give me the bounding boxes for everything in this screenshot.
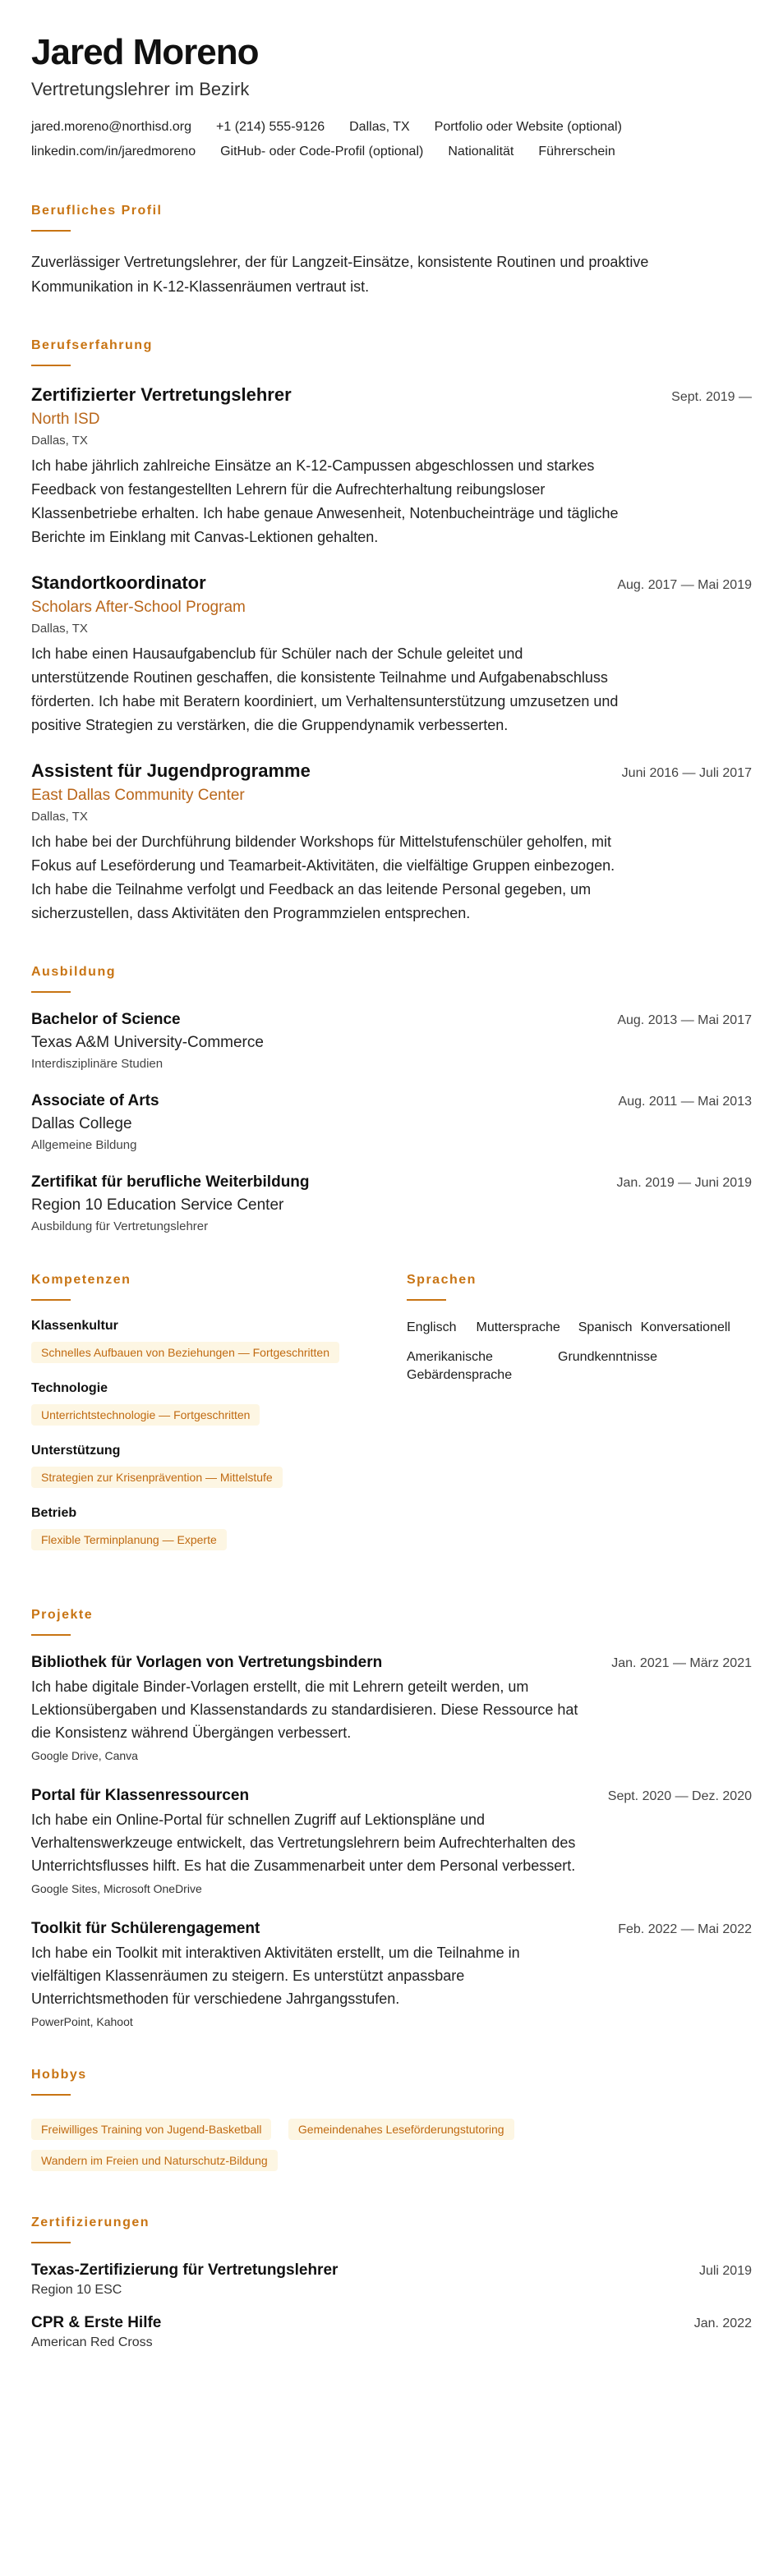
skill-group xyxy=(31,1506,407,1550)
job-title: Assistent für Jugendprogramme xyxy=(31,760,311,782)
project-title: Bibliothek für Vorlagen von Vertretungsbindern xyxy=(31,1654,383,1672)
contact-license: Führerschein xyxy=(538,145,615,159)
education-field: Allgemeine Bildung xyxy=(31,1138,137,1153)
education-institution: Texas A&M University-Commerce xyxy=(31,1034,264,1052)
section-divider xyxy=(31,991,71,993)
skill-category: Technologie xyxy=(31,1381,108,1396)
languages-section xyxy=(407,1273,752,1568)
section-title: Sprachen xyxy=(407,1273,477,1288)
section-title: Hobbys xyxy=(31,2068,87,2082)
experience-section xyxy=(31,338,752,925)
skill-tag: Schnelles Aufbauen von Beziehungen — Fortgeschritten xyxy=(31,1342,339,1363)
skill-tag: Strategien zur Krisenprävention — Mittelstufe xyxy=(31,1467,283,1488)
project-date: Jan. 2021 — März 2021 xyxy=(611,1656,752,1671)
profile-section xyxy=(31,204,752,299)
education-item xyxy=(31,1011,752,1071)
language-list xyxy=(407,1319,752,1384)
section-title: Zertifizierungen xyxy=(31,2216,150,2230)
skills-section xyxy=(31,1273,407,1568)
project-tools: Google Sites, Microsoft OneDrive xyxy=(31,1882,202,1896)
resume-header xyxy=(31,33,752,164)
section-divider xyxy=(407,1299,446,1301)
experience-item xyxy=(31,760,752,925)
language-level: Muttersprache xyxy=(476,1320,560,1335)
project-description: Ich habe ein Online-Portal für schnellen Zugriff auf Lektionspläne und Verhaltenswerkzeuge entwickelt, das Vertretungslehrern beim Aufrechterhalten des Unterrichtsflusses hilft. Es hat die Zusammenarbeit unter dem Personal verbessert. xyxy=(31,1811,576,1875)
certification-date: Juli 2019 xyxy=(698,2264,752,2279)
projects-section xyxy=(31,1608,752,2028)
contact-phone[interactable]: +1 (214) 555-9126 xyxy=(216,120,325,135)
job-date: Aug. 2017 — Mai 2019 xyxy=(617,578,752,593)
language-name: Amerikanische Gebärdensprache xyxy=(407,1350,513,1383)
education-date: Aug. 2013 — Mai 2017 xyxy=(617,1013,752,1028)
job-location: Dallas, TX xyxy=(31,434,88,448)
certification-issuer: Region 10 ESC xyxy=(31,2283,122,2298)
job-title: Zertifizierter Vertretungslehrer xyxy=(31,384,292,406)
job-organization: East Dallas Community Center xyxy=(31,787,245,805)
section-title: Ausbildung xyxy=(31,965,116,980)
job-organization: North ISD xyxy=(31,411,100,429)
education-degree: Zertifikat für berufliche Weiterbildung xyxy=(31,1173,310,1192)
education-item xyxy=(31,1092,752,1152)
education-institution: Region 10 Education Service Center xyxy=(31,1196,284,1215)
contact-email[interactable]: jared.moreno@northisd.org xyxy=(31,120,192,135)
skill-group xyxy=(31,1444,407,1488)
job-description: Ich habe jährlich zahlreiche Einsätze an K-12-Campussen abgeschlossen und starkes Feedback von festangestellten Lehrern für die Aufrechterhaltung reibungsloser Klassenbetriebe erhalten. Ich habe genaue Anwesenheit, Notenbucheinträge und tägliche Berichte im Einklang mit Canvas-Lektionen gehalten. xyxy=(31,457,619,546)
project-title: Portal für Klassenressourcen xyxy=(31,1787,250,1805)
section-divider xyxy=(31,365,71,366)
skill-category: Betrieb xyxy=(31,1506,77,1521)
project-date: Feb. 2022 — Mai 2022 xyxy=(618,1922,752,1937)
section-divider xyxy=(31,2094,71,2096)
language-level: Konversationell xyxy=(640,1320,730,1335)
experience-item xyxy=(31,572,752,737)
education-section xyxy=(31,965,752,1233)
language-name: Englisch xyxy=(407,1320,457,1335)
skill-category: Klassenkultur xyxy=(31,1319,118,1334)
job-description: Ich habe bei der Durchführung bildender Workshops für Mittelstufenschüler geholfen, mit Fokus auf Leseförderung und Teamarbeit-Aktivitäten, die vielfältige Gruppen einbezogen. Ich habe die Teilnahme verfolgt und Feedback an das leitende Personal gegeben, um sicherzustellen, dass Aktivitäten den Programmzielen entsprechen. xyxy=(31,833,615,922)
certification-title: Texas-Zertifizierung für Vertretungslehrer xyxy=(31,2261,339,2280)
section-divider xyxy=(31,230,71,232)
section-divider xyxy=(31,2242,71,2243)
skill-category: Unterstützung xyxy=(31,1444,121,1458)
certifications-section xyxy=(31,2216,752,2350)
education-degree: Associate of Arts xyxy=(31,1092,159,1110)
certification-title: CPR & Erste Hilfe xyxy=(31,2314,162,2332)
section-title: Kompetenzen xyxy=(31,1273,131,1288)
contact-nationality: Nationalität xyxy=(448,145,514,159)
project-item xyxy=(31,1920,752,2028)
section-divider xyxy=(31,1634,71,1636)
contact-portfolio[interactable]: Portfolio oder Website (optional) xyxy=(434,120,622,135)
contact-linkedin[interactable]: linkedin.com/in/jaredmoreno xyxy=(31,145,196,159)
project-item xyxy=(31,1654,752,1762)
project-tools: Google Drive, Canva xyxy=(31,1749,138,1763)
certification-date: Jan. 2022 xyxy=(693,2317,752,2331)
project-description: Ich habe digitale Binder-Vorlagen erstellt, die mit Lehrern geteilt werden, um Lektionsübergaben und Klassenstandards zu standardisieren. Diese Ressource hat die Konsistenz während Übergängen verbessert. xyxy=(31,1678,578,1742)
hobby-list xyxy=(31,2114,623,2176)
education-field: Interdisziplinäre Studien xyxy=(31,1057,164,1072)
contact-list xyxy=(31,115,738,164)
section-title: Berufserfahrung xyxy=(31,338,153,353)
job-title: Standortkoordinator xyxy=(31,572,206,594)
project-tools: PowerPoint, Kahoot xyxy=(31,2015,133,2029)
job-date: Juni 2016 — Juli 2017 xyxy=(621,766,752,781)
job-date: Sept. 2019 — xyxy=(671,390,752,405)
job-description: Ich habe einen Hausaufgabenclub für Schüler nach der Schule geleitet und unterstützende Routinen geschaffen, die konsistente Teilnahme und Aufgabenabschluss förderten. Ich habe mit Beratern koordiniert, um Verhaltensunterstützung umzusetzen und positive Strategien zu verstärken, die die Gruppendynamik verbesserten. xyxy=(31,645,619,734)
project-description: Ich habe ein Toolkit mit interaktiven Aktivitäten erstellt, um die Teilnahme in vielfältigen Klassenräumen zu steigern. Es unterstützt anpassbare Unterrichtsmethoden für verschiedene Jahrgangsstufen. xyxy=(31,1945,520,2008)
certification-item xyxy=(31,2261,752,2298)
education-date: Jan. 2019 — Juni 2019 xyxy=(616,1176,752,1191)
education-field: Ausbildung für Vertretungslehrer xyxy=(31,1219,209,1234)
certification-item xyxy=(31,2314,752,2350)
hobbies-section xyxy=(31,2068,752,2176)
hobby-tag: Wandern im Freien und Naturschutz-Bildung xyxy=(31,2150,278,2171)
hobby-tag: Freiwilliges Training von Jugend-Basketball xyxy=(31,2119,271,2140)
skill-group xyxy=(31,1319,407,1363)
education-degree: Bachelor of Science xyxy=(31,1011,181,1029)
skill-tag: Flexible Terminplanung — Experte xyxy=(31,1529,227,1550)
experience-item xyxy=(31,384,752,549)
section-title: Berufliches Profil xyxy=(31,204,163,218)
job-location: Dallas, TX xyxy=(31,622,88,636)
section-divider xyxy=(31,1299,71,1301)
candidate-headline: Vertretungslehrer im Bezirk xyxy=(31,79,250,100)
skill-tag: Unterrichtstechnologie — Fortgeschritten xyxy=(31,1404,260,1426)
skills-languages-row xyxy=(31,1273,752,1568)
language-level: Grundkenntnisse xyxy=(558,1350,657,1365)
education-date: Aug. 2011 — Mai 2013 xyxy=(618,1095,752,1109)
job-organization: Scholars After-School Program xyxy=(31,599,246,617)
project-item xyxy=(31,1787,752,1895)
language-name: Spanisch xyxy=(578,1320,633,1335)
project-title: Toolkit für Schülerengagement xyxy=(31,1920,260,1938)
contact-location: Dallas, TX xyxy=(349,120,410,135)
project-date: Sept. 2020 — Dez. 2020 xyxy=(607,1789,752,1804)
skill-group xyxy=(31,1381,407,1426)
job-location: Dallas, TX xyxy=(31,810,88,824)
contact-github[interactable]: GitHub- oder Code-Profil (optional) xyxy=(220,145,424,159)
certification-issuer: American Red Cross xyxy=(31,2335,153,2350)
education-institution: Dallas College xyxy=(31,1115,132,1133)
education-item xyxy=(31,1173,752,1233)
profile-summary: Zuverlässiger Vertretungslehrer, der für Langzeit-Einsätze, konsistente Routinen und proaktive Kommunikation in K-12-Klassenräumen vertraut ist. xyxy=(31,254,649,296)
section-title: Projekte xyxy=(31,1608,94,1623)
candidate-name: Jared Moreno xyxy=(31,32,259,72)
hobby-tag: Gemeindenahes Leseförderungstutoring xyxy=(288,2119,514,2140)
